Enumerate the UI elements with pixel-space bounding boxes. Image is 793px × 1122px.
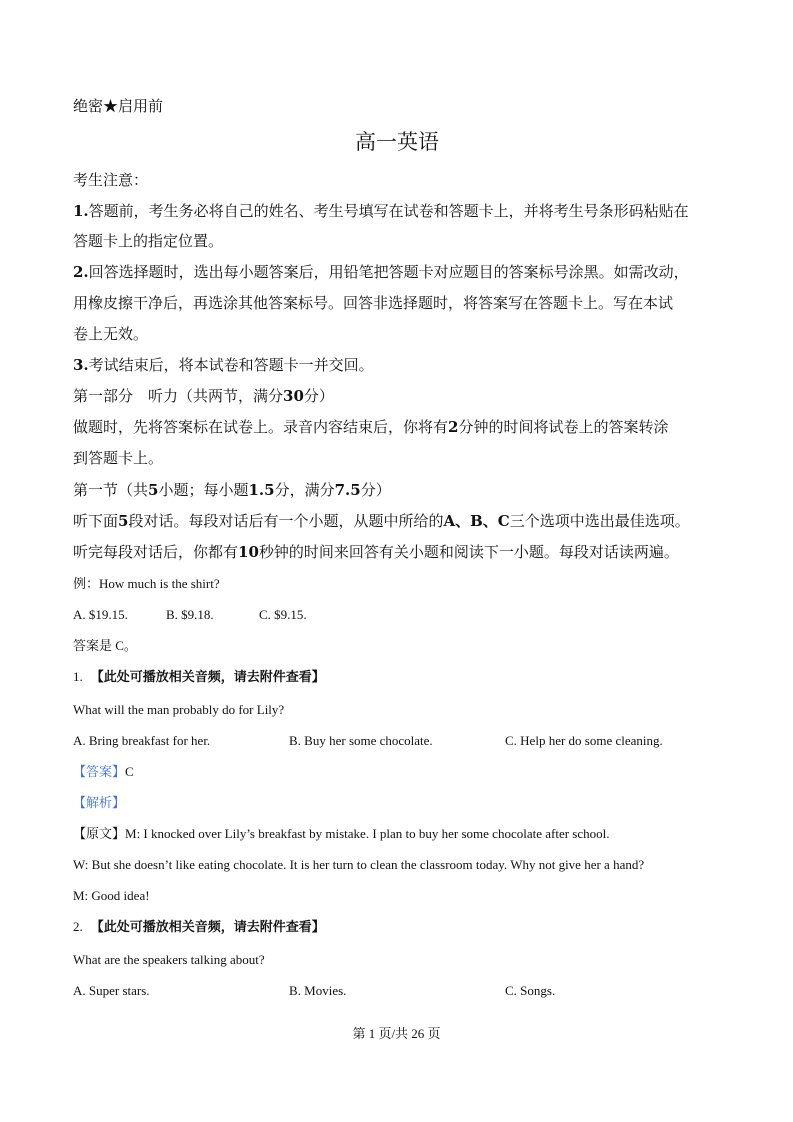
notice-item-2-text: 回答选择题时，选出每小题答案后，用铅笔把答题卡对应题目的答案标号涂黑。如需改动，: [88, 263, 689, 281]
notice-item-2-cont-2: 卷上无效。: [73, 325, 149, 343]
notice-item-1-cont: 答题卡上的指定位置。: [73, 232, 224, 250]
section1-instruction-1-c: 三个选项中选出最佳选项。: [509, 512, 690, 530]
example-option-c: C. $9.15.: [259, 607, 307, 622]
q2-option-c: C. Songs.: [505, 983, 556, 998]
q2-header: [73, 919, 325, 935]
section1-heading: [73, 481, 391, 499]
section1-instruction-1-a: 听下面: [73, 512, 119, 530]
section1-instruction-1-b: 段对话。每段对话后有一个小题，从题中所给的: [128, 512, 444, 530]
example-answer: 答案是 C。: [73, 638, 137, 653]
q1-option-c: C. Help her do some cleaning.: [505, 733, 663, 748]
q1-transcript-line-1: [73, 826, 609, 842]
section1-heading-c: 分，满分: [274, 481, 335, 499]
q1-option-b: B. Buy her some chocolate.: [289, 733, 433, 748]
q1-answer-value: C: [125, 764, 134, 779]
example-question: 例：How much is the shirt?: [73, 576, 220, 591]
q2-number: 2.: [73, 919, 83, 934]
part1-total-score: 30: [283, 387, 304, 405]
notice-item-2: [73, 263, 689, 281]
section1-heading-b: 小题；每小题: [158, 481, 249, 499]
part1-intro-cont: 到答题卡上。: [73, 449, 164, 467]
part1-intro: [73, 418, 668, 436]
notice-item-3: [73, 356, 374, 374]
confidential-mark: 绝密★启用前: [73, 97, 164, 115]
section1-options: A、B、C: [443, 512, 510, 530]
part1-intro-text-2: 分钟的时间将试卷上的答案转涂: [458, 418, 669, 436]
q1-line-1-text: M: I knocked over Lily’s breakfast by mistake. I plan to buy her some chocolate after school.: [125, 826, 610, 841]
part1-heading: [73, 387, 334, 405]
section1-total-score: 7.5: [334, 481, 361, 499]
notice-item-3-number: 3.: [73, 356, 89, 374]
part1-intro-text-1: 做题时，先将答案标在试卷上。录音内容结束后，你将有: [73, 418, 449, 436]
section1-instruction-1: [73, 512, 690, 530]
part1-intro-minutes: 2: [448, 418, 459, 436]
section1-heading-d: 分）: [360, 481, 391, 499]
q1-answer-tag: 【答案】: [73, 764, 126, 779]
section1-instruction-2: [73, 543, 679, 561]
q1-question: What will the man probably do for Lily?: [73, 702, 285, 717]
notice-item-2-cont-1: 用橡皮擦干净后，再选涂其他答案标号。回答非选择题时，将答案写在答题卡上。写在本试: [73, 294, 674, 312]
q1-original-tag: 【原文】: [73, 826, 126, 841]
page-footer: 第 1 页/共 26 页: [352, 1026, 441, 1041]
notice-item-1-number: 1.: [73, 202, 89, 220]
part1-heading-end: 分）: [303, 387, 334, 405]
q2-question: What are the speakers talking about?: [73, 952, 265, 967]
notice-item-2-number: 2.: [73, 263, 89, 281]
q1-answer: [73, 764, 134, 780]
q1-option-a: A. Bring breakfast for her.: [73, 733, 211, 748]
example-option-a: A. $19.15.: [73, 607, 128, 622]
section1-count: 5: [148, 481, 159, 499]
q1-transcript-line-3: M: Good idea!: [73, 888, 150, 903]
q2-audio-placeholder: 【此处可播放相关音频，请去附件查看】: [90, 919, 325, 934]
part1-heading-text: 听力（共两节，满分: [148, 387, 284, 405]
q2-option-a: A. Super stars.: [73, 983, 150, 998]
notice-heading: 考生注意：: [73, 171, 149, 189]
q1-transcript-line-2: W: But she doesn’t like eating chocolate. It is her turn to clean the classroom today. Why not give her a hand?: [73, 857, 645, 872]
section1-seconds: 10: [238, 543, 259, 561]
notice-item-1: [73, 202, 689, 220]
q1-number: 1.: [73, 669, 83, 684]
notice-item-3-text: 考试结束后，将本试卷和答题卡一并交回。: [88, 356, 374, 374]
q2-option-b: B. Movies.: [289, 983, 347, 998]
q1-analysis-tag: 【解析】: [73, 795, 126, 810]
section1-instruction-2-a: 听完每段对话后，你都有: [73, 543, 239, 561]
q1-header: [73, 669, 325, 685]
section1-instruction-2-b: 秒钟的时间来回答有关小题和阅读下一小题。每段对话读两遍。: [258, 543, 679, 561]
part1-heading-label: 第一部分: [73, 387, 134, 405]
section1-dialog-count: 5: [118, 512, 129, 530]
example-option-b: B. $9.18.: [166, 607, 214, 622]
notice-item-1-text: 答题前，考生务必将自己的姓名、考生号填写在试卷和答题卡上，并将考生号条形码粘贴在: [88, 202, 689, 220]
page-title: 高一英语: [355, 130, 439, 154]
section1-per-score: 1.5: [248, 481, 275, 499]
section1-heading-a: 第一节（共: [73, 481, 149, 499]
q1-audio-placeholder: 【此处可播放相关音频，请去附件查看】: [90, 669, 325, 684]
